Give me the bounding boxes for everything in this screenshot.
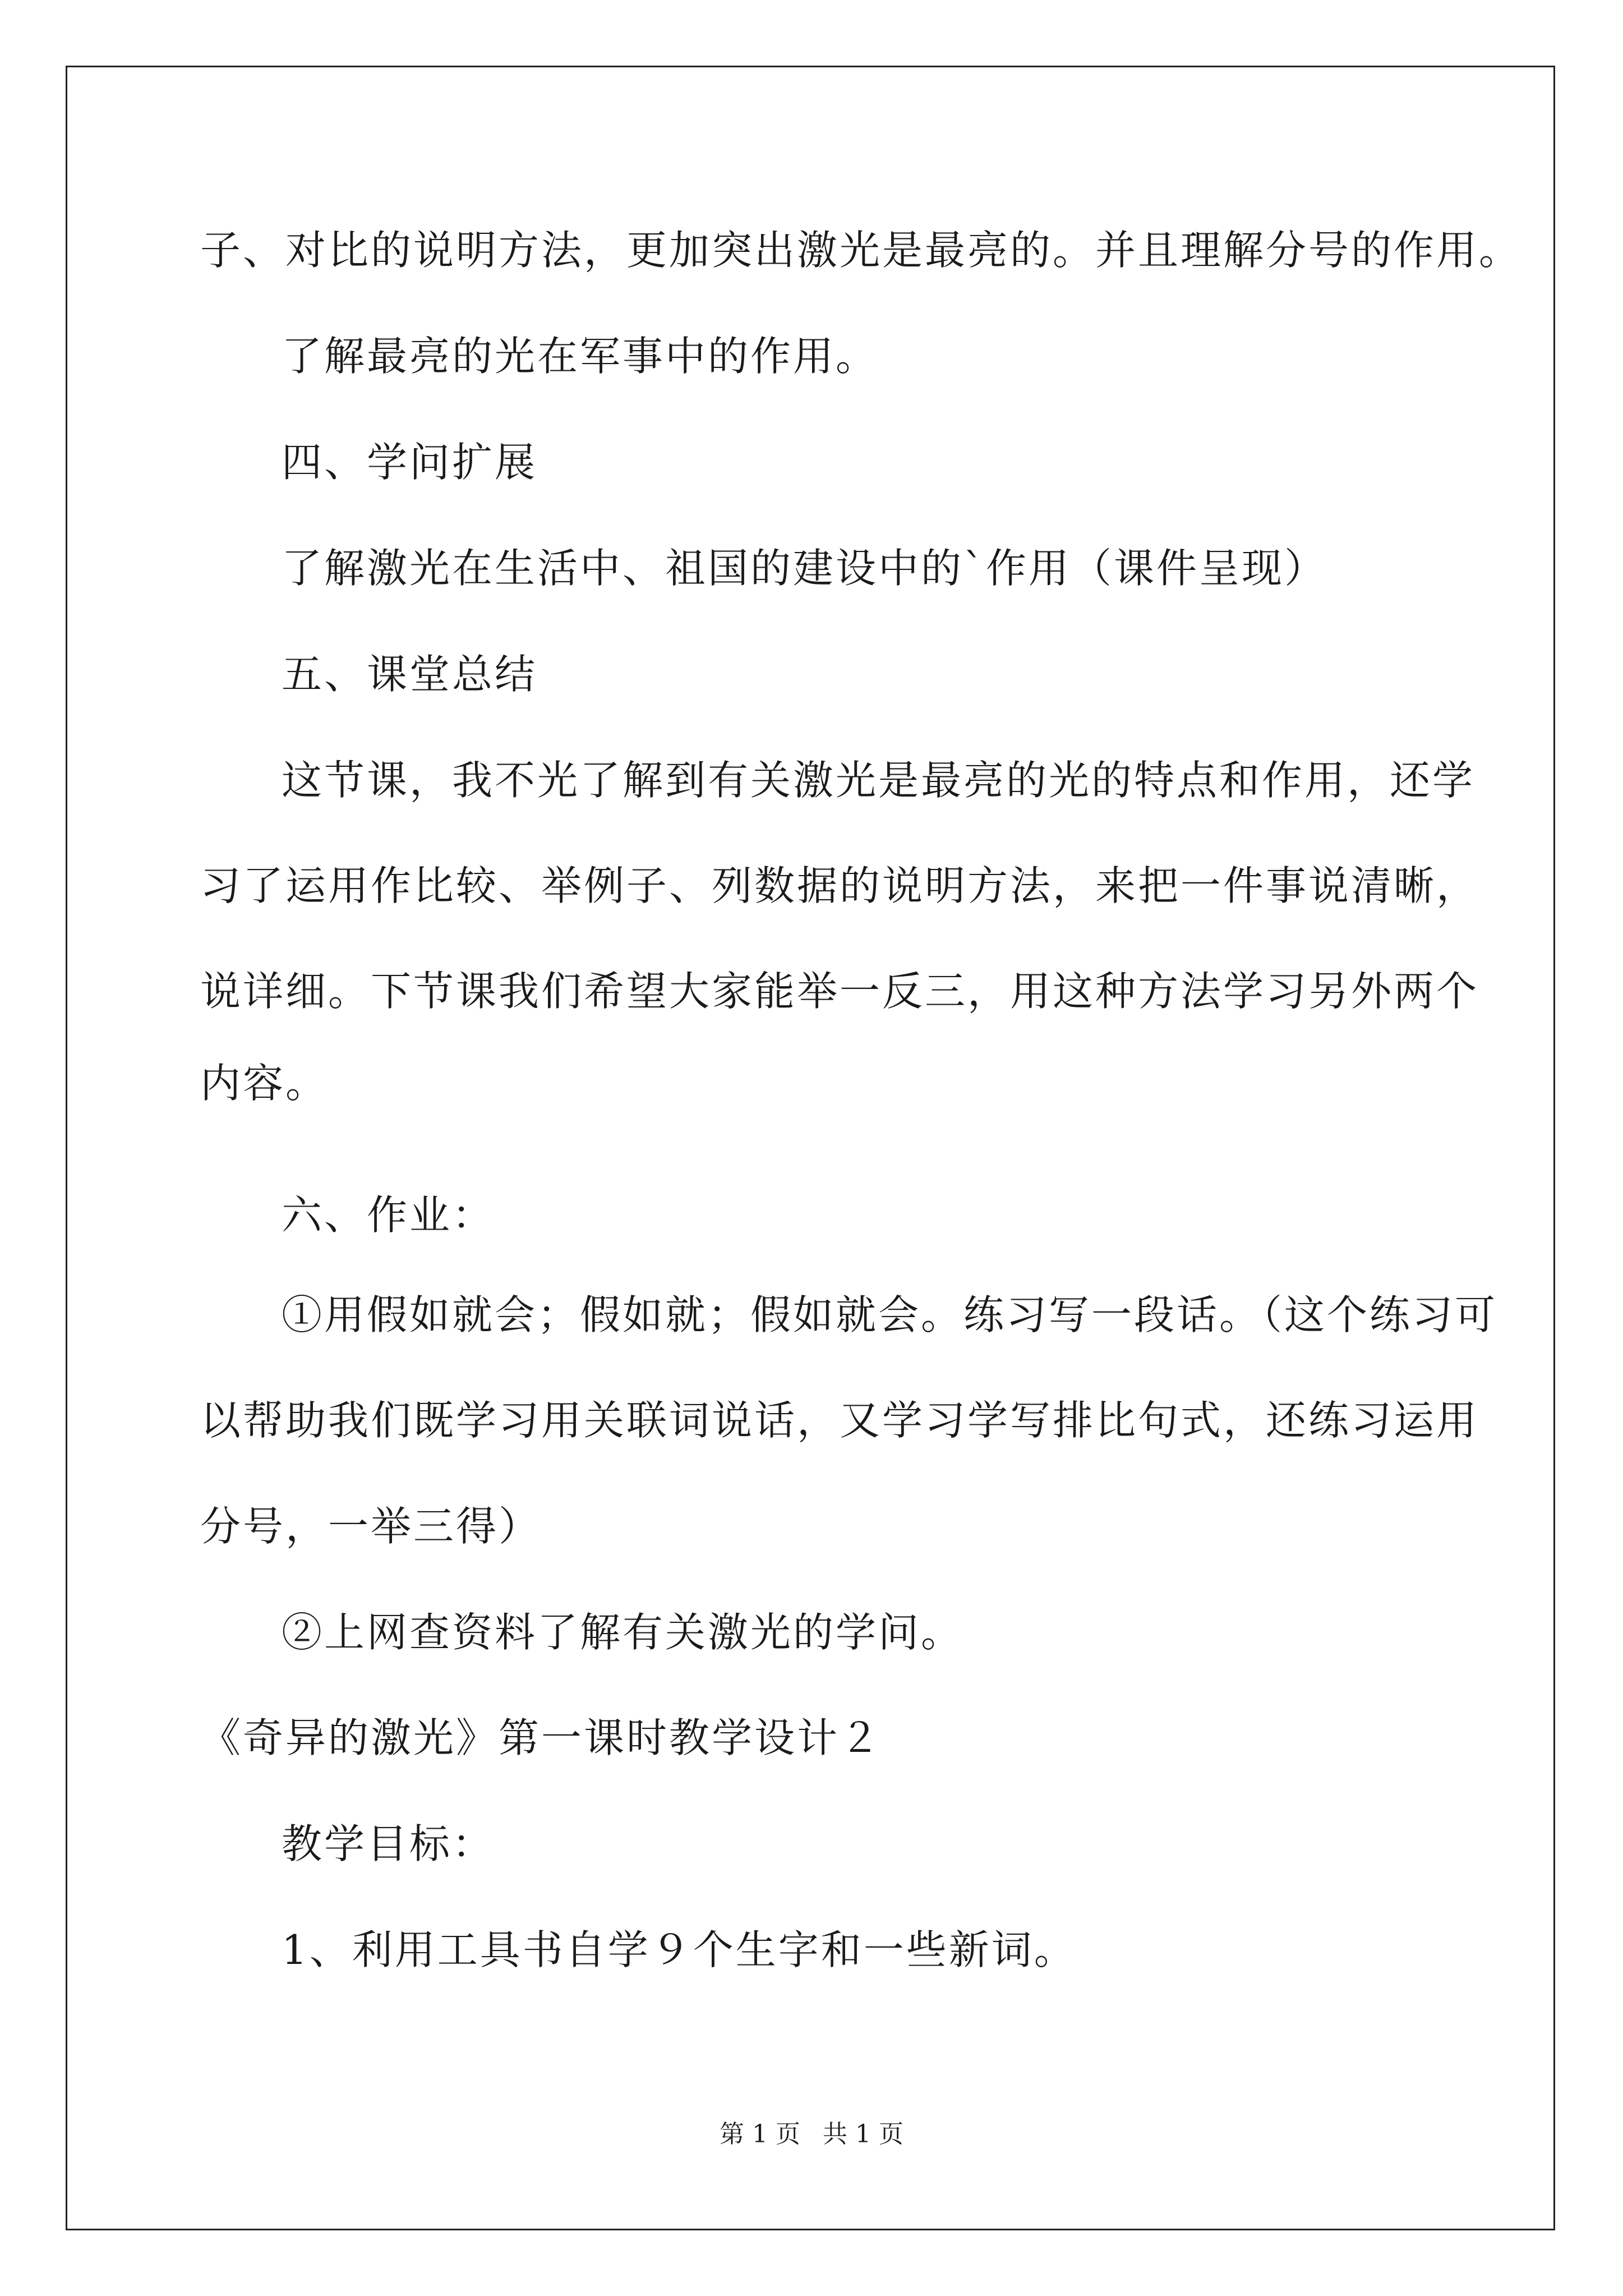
paragraph-line: ①用假如就会；假如就；假如就会。练习写一段话。（这个练习可: [282, 1291, 1498, 1338]
paragraph-line: 了解最亮的光在军事中的作用。: [282, 333, 879, 380]
paragraph-line: 子、对比的说明方法，更加突出激光是最亮的。并且理解分号的作用。: [200, 227, 1522, 274]
paragraph-line: 以帮助我们既学习用关联词说话，又学习学写排比句式，还练习运用: [200, 1397, 1479, 1444]
paragraph-line: 说详细。下节课我们希望大家能举一反三，用这种方法学习另外两个: [200, 968, 1479, 1015]
page-number: 第 1 页: [720, 2120, 800, 2148]
paragraph-line: ②上网查资料了解有关激光的学问。: [282, 1609, 964, 1656]
page-total: 共 1 页: [823, 2120, 903, 2148]
section-heading: 五、课堂总结: [282, 651, 538, 698]
paragraph-line: 分号，一举三得）: [200, 1503, 542, 1550]
document-subtitle: 《奇异的激光》第一课时教学设计２: [200, 1714, 883, 1761]
section-heading: 六、作业：: [282, 1191, 495, 1239]
page-footer: [0, 2119, 1623, 2150]
section-heading: 教学目标：: [282, 1820, 495, 1867]
section-heading: 四、学问扩展: [282, 439, 538, 486]
page-border: [66, 66, 1555, 2230]
paragraph-line: 内容。: [200, 1060, 329, 1107]
paragraph-line: 了解激光在生活中、祖国的建设中的`作用（课件呈现）: [282, 545, 1327, 592]
paragraph-line: 1、利用工具书自学９个生字和一些新词。: [282, 1926, 1077, 1973]
paragraph-line: 习了运用作比较、举例子、列数据的说明方法，来把一件事说清晰，: [200, 862, 1479, 909]
paragraph-line: 这节课，我不光了解到有关激光是最亮的光的特点和作用，还学: [282, 757, 1476, 804]
